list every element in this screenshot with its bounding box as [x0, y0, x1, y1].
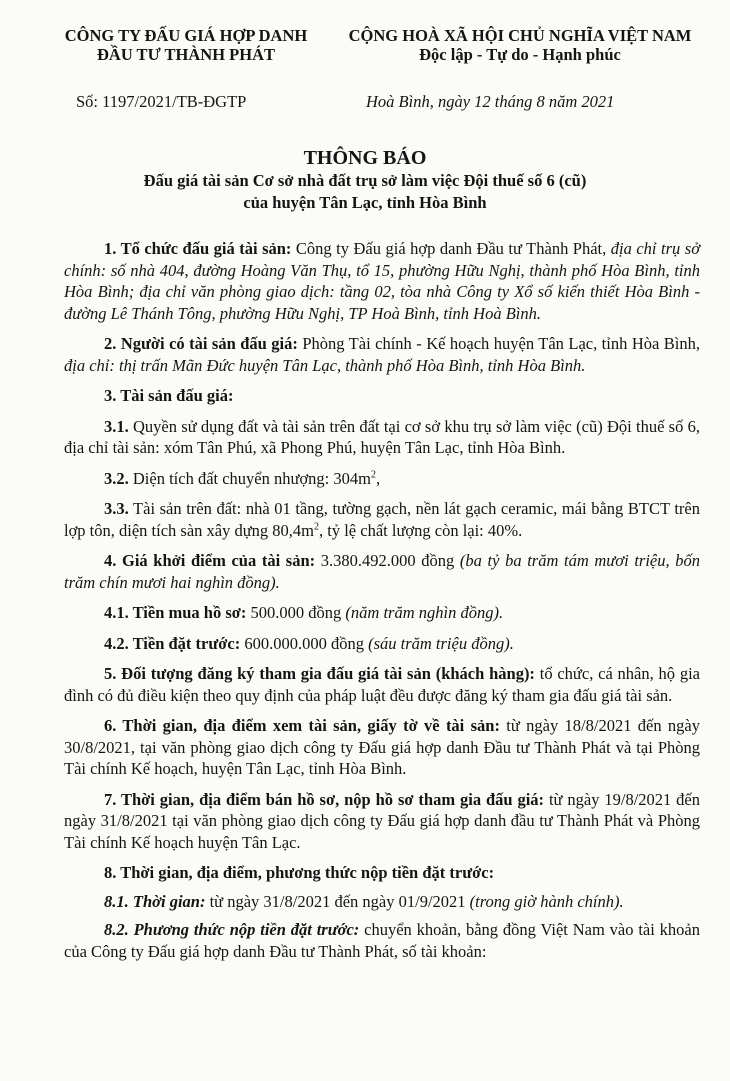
- organization-name-line1: CÔNG TY ĐẤU GIÁ HỢP DANH: [64, 26, 308, 45]
- section-6-text: từ ngày 18/8/2021 đến ngày 30/8/2021, tại văn phòng giao dịch công ty Đấu giá hợp danh Đầu tư Thành Phát và tại Phòng Tài chính Kế hoạch, huyện Tân Lạc, tỉnh Hòa Bình.: [64, 716, 700, 778]
- section-3-2-text: Diện tích đất chuyển nhượng: 304m: [128, 468, 371, 488]
- section-2-address: địa chỉ: thị trấn Mãn Đức huyện Tân Lạc, thành phố Hòa Bình, tỉnh Hòa Bình.: [64, 355, 586, 375]
- section-2-heading: 2. Người có tài sản đấu giá:: [104, 334, 298, 353]
- section-6-heading: 6. Thời gian, địa điểm xem tài sản, giấy tờ về tài sản:: [104, 716, 500, 735]
- section-3-heading: 3. Tài sản đấu giá:: [104, 386, 234, 405]
- section-4-2-value: 600.000.000 đồng: [240, 633, 369, 653]
- section-4-starting-price: [64, 550, 700, 593]
- section-3-heading-para: [64, 385, 700, 407]
- section-4-1-words: (năm trăm nghìn đồng).: [345, 603, 504, 622]
- section-7-text: từ ngày 19/8/2021 đến ngày 31/8/2021 tại văn phòng giao dịch công ty Đấu giá hợp danh đầu tư Thành Phát và Phòng Tài chính Kế hoạch huyện Tân Lạc.: [64, 789, 701, 852]
- section-3-1: [64, 416, 700, 459]
- national-motto: Độc lập - Tự do - Hạnh phúc: [419, 45, 621, 64]
- section-2-text: Phòng Tài chính - Kế hoạch huyện Tân Lạc, tỉnh Hòa Bình,: [297, 334, 700, 353]
- section-8-1-label: 8.1. Thời gian:: [104, 891, 206, 911]
- section-3-1-label: 3.1.: [104, 416, 129, 436]
- section-1-text: Công ty Đấu giá hợp danh Đầu tư Thành Phát,: [291, 239, 611, 258]
- reference-number: Số: 1197/2021/TB-ĐGTP: [76, 92, 247, 111]
- section-4-1-label: 4.1. Tiền mua hồ sơ:: [104, 603, 247, 622]
- section-1-heading: 1. Tổ chức đấu giá tài sản:: [104, 239, 292, 258]
- organization-name-line2: ĐẦU TƯ THÀNH PHÁT: [96, 45, 275, 64]
- section-5-heading: 5. Đối tượng đăng ký tham gia đấu giá tài sản (khách hàng):: [104, 664, 535, 683]
- section-8-2-label: 8.2. Phương thức nộp tiền đặt trước:: [104, 920, 360, 939]
- place-date-line: Hoà Bình, ngày 12 tháng 8 năm 2021: [366, 92, 615, 111]
- section-3-1-text: Quyền sử dụng đất và tài sản trên đất tại cơ sở khu trụ sở làm việc (cũ) Đội thuế số 6, địa chỉ tài sản: xóm Tân Phú, xã Phong Phú, huyện Tân Lạc, tỉnh Hòa Bình.: [64, 416, 700, 457]
- section-4-heading: 4. Giá khởi điểm của tài sản:: [104, 551, 316, 570]
- section-8-1-text: từ ngày 31/8/2021 đến ngày 01/9/2021: [205, 891, 470, 911]
- section-3-2: [64, 468, 700, 490]
- section-3-2-end: ,: [375, 468, 381, 488]
- section-4-2-words: (sáu trăm triệu đồng).: [368, 633, 514, 653]
- section-8-heading: 8. Thời gian, địa điểm, phương thức nộp tiền đặt trước:: [104, 863, 495, 882]
- section-3-2-superscript: 2: [370, 469, 376, 480]
- section-8-2-text: chuyển khoản, bằng đồng Việt Nam vào tài khoản của Công ty Đấu giá hợp danh Đầu tư Thành Phát, số tài khoản:: [64, 920, 700, 961]
- section-2-asset-owner: [64, 333, 700, 376]
- organization-block: [36, 26, 336, 64]
- section-8-deposit-heading-para: [64, 862, 700, 884]
- section-3-3-label: 3.3.: [104, 499, 129, 518]
- national-title: CỘNG HOÀ XÃ HỘI CHỦ NGHĨA VIỆT NAM: [348, 26, 692, 45]
- section-4-1: [64, 602, 700, 624]
- section-5-text: tổ chức, cá nhân, hộ gia đình có đủ điều kiện theo quy định của pháp luật đều được đăng ký tham gia đấu giá tài sản.: [64, 664, 700, 705]
- national-motto-block: [330, 26, 710, 64]
- section-1-auction-organizer: [64, 238, 700, 324]
- section-7-dossier-schedule: [64, 789, 700, 854]
- section-8-1: [64, 891, 700, 913]
- section-4-1-value: 500.000 đồng: [246, 603, 346, 622]
- section-7-heading: 7. Thời gian, địa điểm bán hồ sơ, nộp hồ sơ tham gia đấu giá:: [104, 789, 545, 809]
- section-3-3-text: Tài sản trên đất: nhà 01 tầng, tường gạch, nền lát gạch ceramic, mái bằng BTCT trên lợp tôn, diện tích sàn xây dựng 80,4m: [64, 499, 700, 540]
- section-5-eligible-bidders: [64, 663, 700, 706]
- section-1-address: địa chỉ trụ sở chính: số nhà 404, đường Hoàng Văn Thụ, tổ 15, phường Hữu Nghị, thành phố Hòa Bình, tỉnh Hòa Bình; địa chỉ văn phòng giao dịch: tầng 02, tòa nhà Công ty Xổ số kiến thiết Hòa Bình - đường Lê Thánh Tông, phường Hữu Nghị, TP Hoà Bình, tỉnh Hoà Bình.: [64, 239, 701, 323]
- section-4-words: (ba tỷ ba trăm tám mươi triệu, bốn trăm chín mươi hai nghìn đồng).: [64, 551, 700, 592]
- subtitle-line2: của huyện Tân Lạc, tỉnh Hòa Bình: [243, 193, 487, 212]
- document-body: [64, 238, 700, 969]
- section-3-2-label: 3.2.: [104, 468, 129, 488]
- section-3-3-end: , tỷ lệ chất lượng còn lại: 40%.: [319, 520, 523, 540]
- section-4-2: [64, 633, 700, 655]
- section-3-3: [64, 498, 700, 541]
- section-4-2-label: 4.2. Tiền đặt trước:: [104, 633, 241, 653]
- section-3-3-superscript: 2: [314, 521, 320, 532]
- section-8-2: [64, 919, 700, 962]
- document-title: THÔNG BÁO: [303, 147, 427, 169]
- document-header: [0, 26, 730, 86]
- section-8-1-note: (trong giờ hành chính).: [469, 891, 624, 911]
- section-6-viewing-schedule: [64, 715, 700, 780]
- section-4-value: 3.380.492.000 đồng: [315, 551, 460, 570]
- subtitle-line1: Đấu giá tài sản Cơ sở nhà đất trụ sở làm việc Đội thuế số 6 (cũ): [143, 171, 587, 190]
- document-subtitle: [0, 170, 730, 214]
